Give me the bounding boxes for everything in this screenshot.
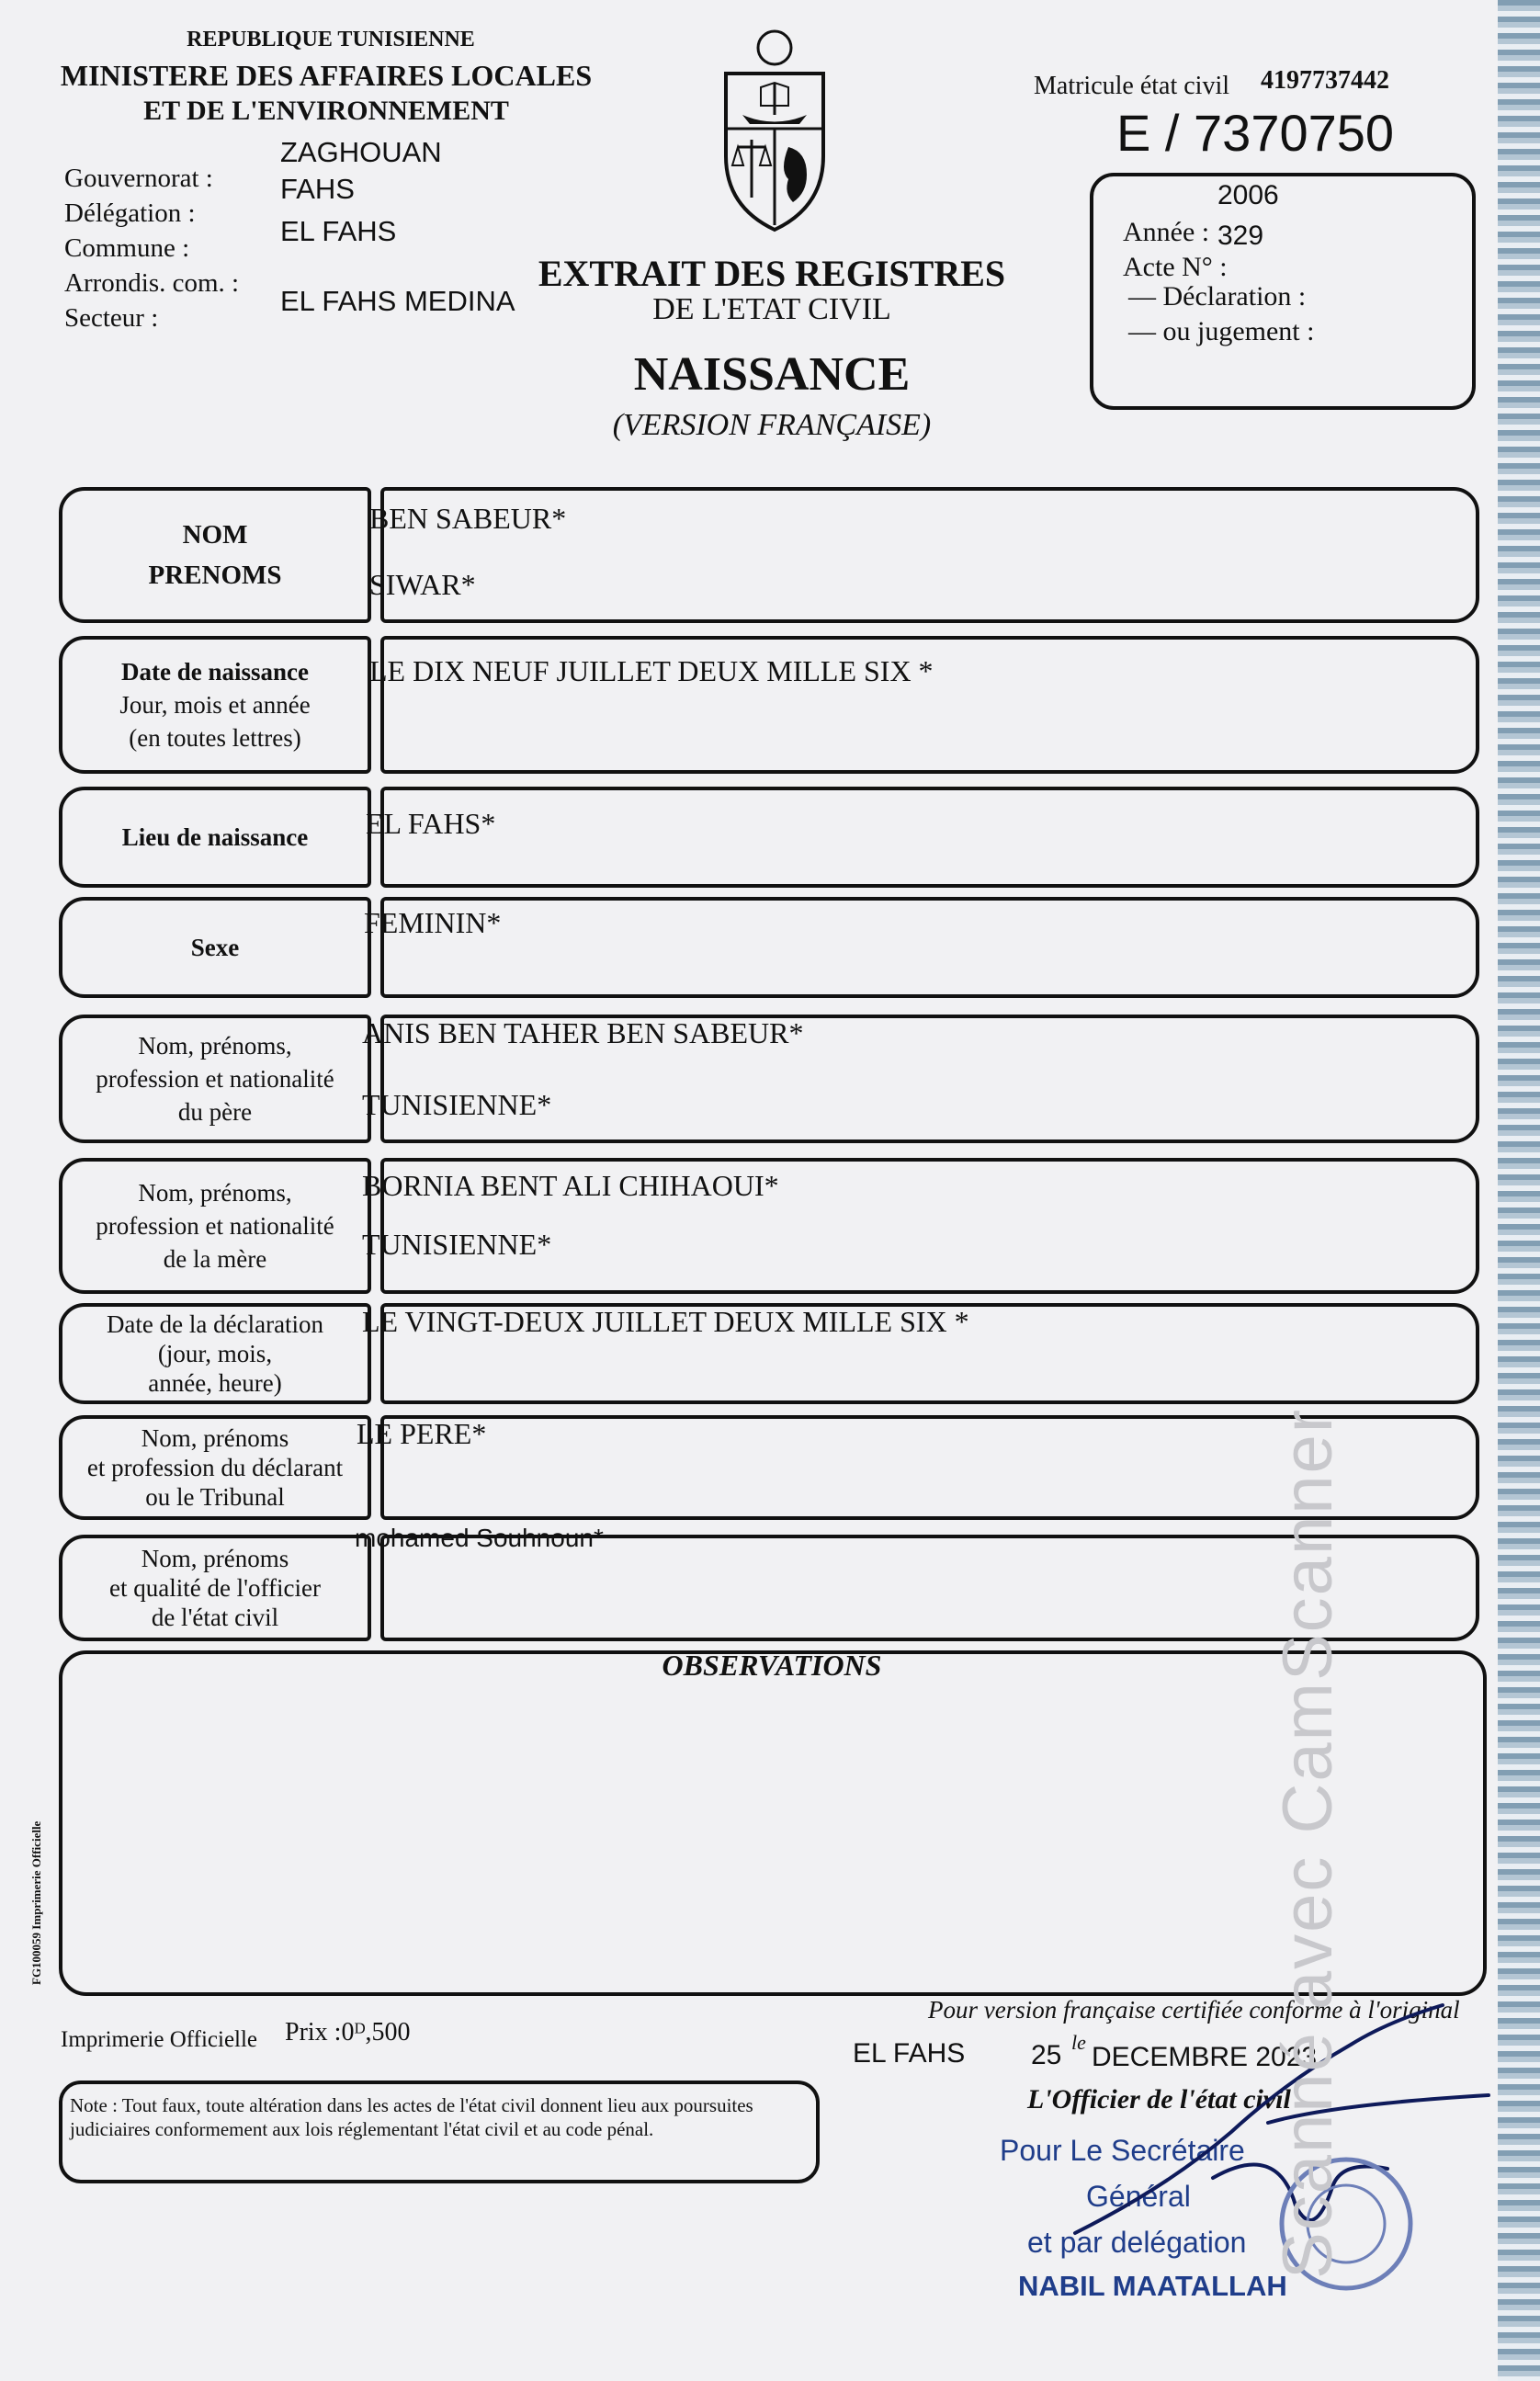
ministry-heading-2: ET DE L'ENVIRONNEMENT [143,96,509,126]
pob-value: EL FAHS* [366,807,496,840]
page-border-decoration [1498,0,1540,2381]
pere-name-value: ANIS BEN TAHER BEN SABEUR* [362,1016,804,1049]
document-title: NAISSANCE [633,348,911,401]
issue-place: EL FAHS [853,2038,966,2069]
row-declaration [59,1303,1479,1404]
row-officier-label-box [59,1535,371,1641]
title-line-1: EXTRAIT DES REGISTRES [538,253,1006,294]
row-officier [59,1524,1479,1641]
dob-label-2: Jour, mois et année [119,691,311,719]
acte-label: Acte N° : [1123,252,1228,282]
sexe-value: FEMININ* [364,906,502,939]
imprimerie-label: Imprimerie Officielle [61,2027,258,2052]
nom-label: NOM [182,520,248,550]
pere-nationality-value: TUNISIENNE* [362,1088,552,1121]
commune-label: Commune : [64,233,190,263]
pere-label-2: profession et nationalité [96,1065,334,1093]
mere-label-3: de la mère [163,1245,267,1273]
officier-label-1: Nom, prénoms [141,1545,289,1572]
gouvernorat-label: Gouvernorat : [64,164,213,193]
decl-label-3: année, heure) [148,1369,282,1397]
declarant-label-1: Nom, prénoms [141,1424,289,1452]
delegation-label: Délégation : [64,198,196,228]
row-date-naissance [59,636,1479,774]
row-pere-label-box [59,1015,371,1143]
jugement-label: — ou jugement : [1128,316,1315,346]
secteur-value: EL FAHS MEDINA [280,285,515,317]
decl-label-2: (jour, mois, [157,1340,273,1367]
row-sexe-value-box [380,897,1479,998]
declaration-label: — Déclaration : [1128,281,1307,312]
row-lieu-naissance-label-box [59,787,371,888]
officier-value: mohamed Souhnoun* [355,1524,604,1552]
dob-label-1: Date de naissance [121,658,309,686]
commune-value: EL FAHS [280,215,397,247]
stamp-line-1: Pour Le Secrétaire [1000,2134,1245,2167]
arrondissement-label: Arrondis. com. : [64,268,240,298]
row-declaration-label-box [59,1303,371,1404]
prenoms-label: PRENOMS [148,561,282,590]
dob-value: LE DIX NEUF JUILLET DEUX MILLE SIX * [369,654,934,687]
row-sexe [59,897,1479,998]
legal-note: Note : Tout faux, toute altération dans les actes de l'état civil donnent lieu aux poursuites judiciaires conformement aux lois réglementant l'état civil et au code pénal. [70,2094,753,2140]
title-line-2: DE L'ETAT CIVIL [652,292,891,326]
mere-label-2: profession et nationalité [96,1212,334,1240]
row-date-naissance-label-box [59,636,371,774]
observations-title: OBSERVATIONS [662,1649,882,1682]
decl-label-1: Date de la déclaration [106,1310,324,1338]
declaration-value: LE VINGT-DEUX JUILLET DEUX MILLE SIX * [362,1305,969,1338]
issue-date-le: le [1071,2031,1086,2054]
row-lieu-naissance [59,787,1479,888]
price-label: Prix :0ᴰ,500 [285,2018,411,2047]
prenoms-value: SIWAR* [369,568,476,601]
declarant-label-2: et profession du déclarant [86,1454,344,1481]
gouvernorat-value: ZAGHOUAN [280,136,442,168]
row-nom-prenoms [59,487,1479,623]
matricule-value: 4197737442 [1261,66,1389,95]
row-mere [59,1158,1479,1294]
row-lieu-naissance-value-box [380,787,1479,888]
certification-text: Pour version française certifiée conforme à l'original [928,1996,1460,2024]
acte-year: 2006 [1217,180,1279,210]
row-mere-label-box [59,1158,371,1294]
mere-name-value: BORNIA BENT ALI CHIHAOUI* [362,1169,779,1202]
stamp-line-2: Général [1086,2180,1191,2213]
secteur-label: Secteur : [64,303,159,333]
declarant-value: LE PERE* [357,1417,487,1450]
matricule-label: Matricule état civil [1034,72,1230,100]
dob-label-3: (en toutes lettres) [129,724,301,752]
pob-label: Lieu de naissance [121,823,309,851]
ministry-heading-1: MINISTERE DES AFFAIRES LOCALES [60,59,593,92]
pere-label-1: Nom, prénoms, [138,1032,292,1060]
mere-label-1: Nom, prénoms, [138,1179,292,1207]
row-pere [59,1015,1479,1143]
stamp-line-3: et par delégation [1027,2226,1247,2259]
stamp-line-4: NABIL MAATALLAH [1018,2270,1287,2302]
officier-title: L'Officier de l'état civil [1027,2084,1291,2115]
officier-label-2: et qualité de l'officier [108,1574,321,1602]
republic-heading: REPUBLIQUE TUNISIENNE [187,28,475,51]
version-label: (VERSION FRANÇAISE) [612,408,932,442]
annee-label: Année : [1123,217,1210,247]
row-sexe-label-box [59,897,371,998]
row-declarant-label-box [59,1415,371,1520]
pere-label-3: du père [177,1098,253,1126]
issue-day: 25 [1031,2040,1062,2070]
row-nom-prenoms-label-box [59,487,371,623]
issue-date: DECEMBRE 2023 [1092,2042,1318,2072]
delegation-value: FAHS [280,173,355,205]
serial-number: E / 7370750 [1116,104,1395,162]
side-print-code: FG100059 Imprimerie Officielle [29,1820,43,1985]
tunisian-coat-of-arms-icon [715,28,834,234]
officier-label-3: de l'état civil [151,1604,279,1631]
nom-value: BEN SABEUR* [369,502,567,535]
sexe-label: Sexe [190,934,240,961]
row-declarant [59,1415,1479,1520]
acte-number: 329 [1217,221,1264,251]
mere-nationality-value: TUNISIENNE* [362,1228,552,1261]
scanner-watermark: Scanné avec CamScanner [1269,1407,1347,2279]
declarant-label-3: ou le Tribunal [145,1483,285,1511]
